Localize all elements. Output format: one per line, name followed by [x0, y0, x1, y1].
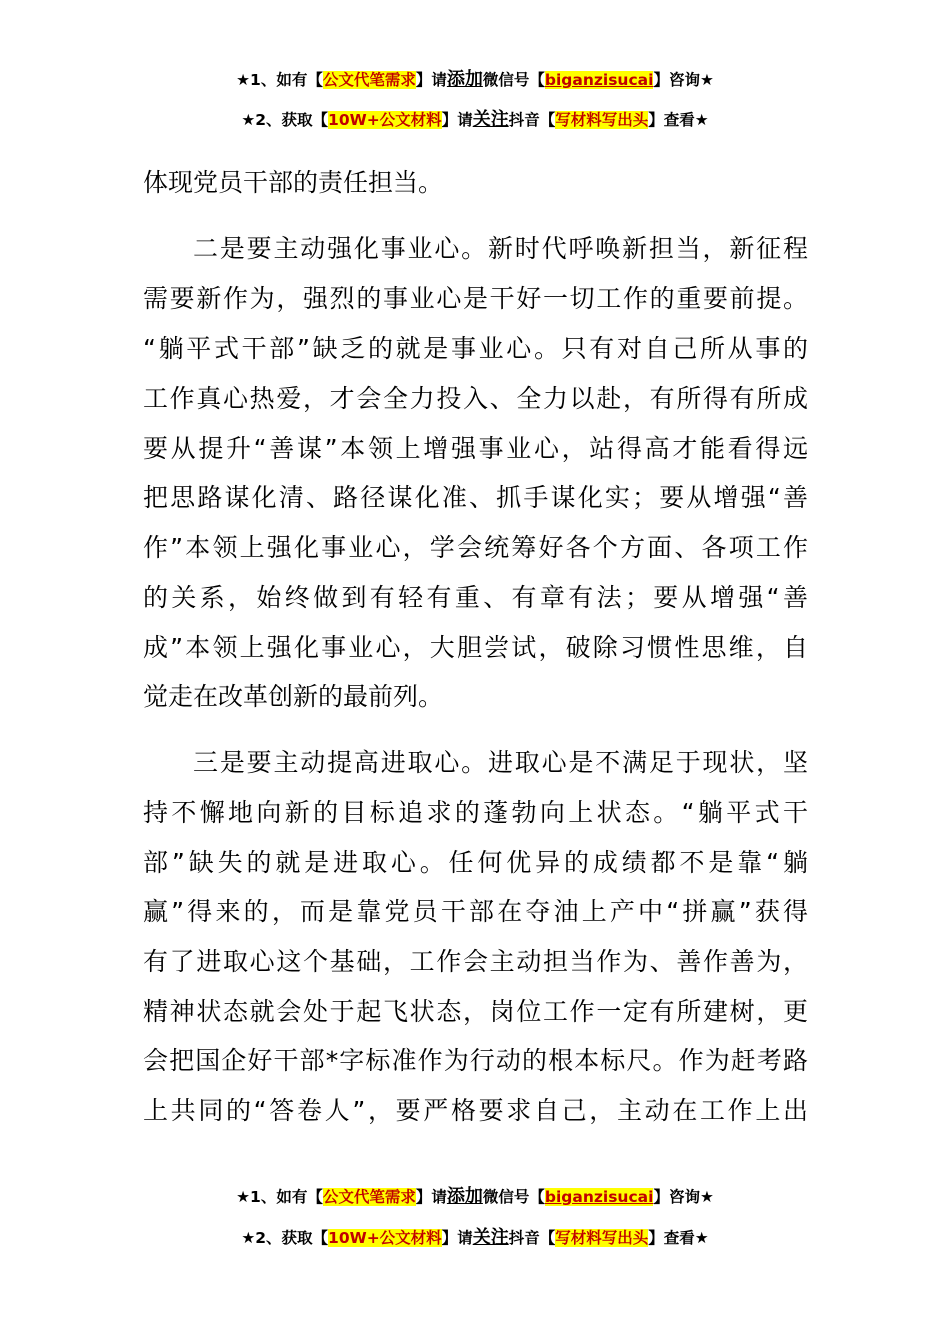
body-line: “躺平式干部”缺乏的就是事业心。只有对自己所从事的 [143, 334, 808, 363]
body-line: 的关系，始终做到有轻有重、有章有法；要从增强“善 [143, 583, 808, 612]
header-promo-line-1 [0, 69, 950, 91]
body-line: 上共同的“答卷人”，要严格要求自己，主动在工作上出 [143, 1096, 808, 1125]
body-line: 把思路谋化清、路径谋化准、抓手谋化实；要从增强“善 [143, 483, 808, 512]
promo-emphasis: 关注 [472, 109, 509, 130]
promo-text: 】请 [441, 1229, 473, 1247]
body-line: 有了进取心这个基础，工作会主动担当作为、善作善为， [143, 947, 808, 976]
paragraph-first-line: 二是要主动强化事业心。新时代呼唤新担当，新征程 [193, 234, 808, 263]
body-line: 需要新作为，强烈的事业心是干好一切工作的重要前提。 [143, 284, 808, 313]
footer-promo-line-2 [0, 1227, 950, 1249]
promo-prefix: ★1、如有【 [236, 71, 323, 89]
promo-text: 抖音【 [508, 111, 556, 129]
promo-suffix: 】咨询★ [653, 1188, 714, 1206]
promo-text: 】请 [415, 1188, 447, 1206]
body-line: 作”本领上强化事业心，学会统筹好各个方面、各项工作 [143, 533, 808, 562]
promo-highlight-douyin: 写材料写出头 [555, 111, 649, 129]
body-line: 觉走在改革创新的最前列。 [143, 682, 444, 711]
promo-emphasis: 关注 [472, 1227, 509, 1248]
promo-prefix: ★2、获取【 [241, 1229, 329, 1247]
promo-highlight-wechat-id: biganzisucai [544, 1188, 654, 1206]
promo-prefix: ★1、如有【 [236, 1188, 323, 1206]
promo-highlight-service: 公文代笔需求 [322, 71, 416, 89]
promo-highlight-douyin: 写材料写出头 [555, 1229, 649, 1247]
body-line: 工作真心热爱，才会全力投入、全力以赴，有所得有所成 [143, 384, 808, 413]
body-line: 精神状态就会处于起飞状态，岗位工作一定有所建树，更 [143, 997, 808, 1026]
promo-suffix: 】咨询★ [653, 71, 714, 89]
promo-text: 微信号【 [482, 1188, 545, 1206]
body-line: 成”本领上强化事业心，大胆尝试，破除习惯性思维，自 [143, 633, 808, 662]
promo-text: 抖音【 [508, 1229, 556, 1247]
body-line: 赢”得来的，而是靠党员干部在夺油上产中“拼赢”获得 [143, 897, 808, 926]
promo-emphasis: 添加 [446, 1186, 483, 1207]
body-line: 持不懈地向新的目标追求的蓬勃向上状态。“躺平式干 [143, 798, 808, 827]
paragraph-first-line: 三是要主动提高进取心。进取心是不满足于现状，坚 [193, 748, 808, 777]
footer-promo-line-1 [0, 1186, 950, 1208]
promo-prefix: ★2、获取【 [241, 111, 329, 129]
body-line: 会把国企好干部*字标准作为行动的根本标尺。作为赶考路 [143, 1046, 808, 1075]
promo-text: 微信号【 [482, 71, 545, 89]
body-line: 部”缺失的就是进取心。任何优异的成绩都不是靠“躺 [143, 848, 808, 877]
body-line: 要从提升“善谋”本领上增强事业心，站得高才能看得远 [143, 434, 808, 463]
header-promo-line-2 [0, 109, 950, 131]
promo-highlight-wechat-id: biganzisucai [544, 71, 654, 89]
body-line: 体现党员干部的责任担当。 [143, 168, 444, 197]
promo-highlight-service: 公文代笔需求 [322, 1188, 416, 1206]
promo-text: 】请 [415, 71, 447, 89]
promo-emphasis: 添加 [446, 69, 483, 90]
promo-highlight-materials: 10W+公文材料 [328, 111, 442, 129]
promo-suffix: 】查看★ [648, 1229, 709, 1247]
promo-suffix: 】查看★ [648, 111, 709, 129]
promo-highlight-materials: 10W+公文材料 [328, 1229, 442, 1247]
promo-text: 】请 [441, 111, 473, 129]
